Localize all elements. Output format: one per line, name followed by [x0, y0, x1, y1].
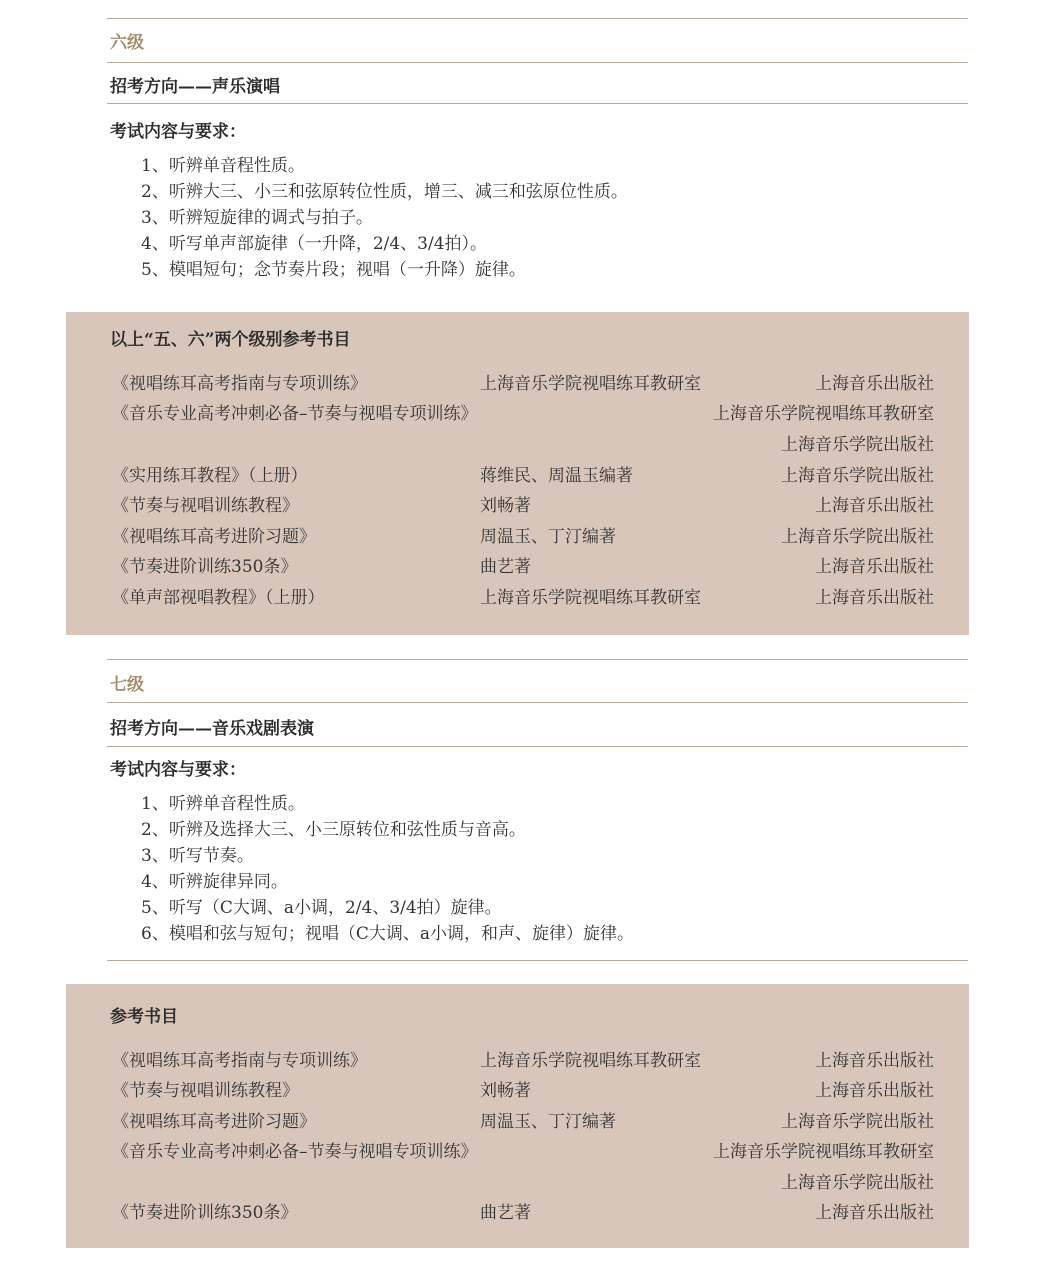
- list-item: 1、听辨单音程性质。: [141, 794, 305, 814]
- book-author: 上海音乐学院视唱练耳教研室: [480, 588, 701, 608]
- divider: [107, 746, 968, 747]
- list-item: 3、听辨短旋律的调式与拍子。: [141, 208, 373, 228]
- book-publisher: 上海音乐学院出版社: [781, 1173, 934, 1193]
- book-publisher: 上海音乐学院视唱练耳教研室: [713, 1142, 934, 1162]
- book-publisher: 上海音乐学院出版社: [781, 527, 934, 547]
- book-publisher: 上海音乐出版社: [815, 496, 934, 516]
- book-author: 蒋维民、周温玉编著: [480, 466, 633, 486]
- book-row: [66, 518, 969, 548]
- book-row: [66, 1133, 969, 1163]
- divider: [107, 960, 968, 961]
- divider: [107, 103, 968, 104]
- book-author: 周温玉、丁汀编著: [480, 527, 616, 547]
- list-item: 2、听辨及选择大三、小三原转位和弦性质与音高。: [141, 820, 526, 840]
- book-author: 刘畅著: [480, 1081, 531, 1101]
- book-author: 曲艺著: [480, 1203, 531, 1223]
- list-item: 4、听辨旋律异同。: [141, 872, 288, 892]
- list-item: 1、听辨单音程性质。: [141, 156, 305, 176]
- divider: [107, 702, 968, 703]
- book-title: 《音乐专业高考冲刺必备–节奏与视唱专项训练》: [112, 404, 478, 424]
- book-title: 《音乐专业高考冲刺必备–节奏与视唱专项训练》: [112, 1142, 478, 1162]
- level7-label: 七级: [110, 675, 144, 695]
- book-row: [66, 426, 969, 456]
- book-publisher: 上海音乐出版社: [815, 588, 934, 608]
- level7-direction: 招考方向——音乐戏剧表演: [110, 719, 314, 739]
- book-row: [66, 579, 969, 609]
- level6-direction: 招考方向——声乐演唱: [110, 77, 280, 97]
- book-publisher: 上海音乐学院出版社: [781, 1112, 934, 1132]
- book-row: [66, 487, 969, 517]
- book-publisher: 上海音乐学院出版社: [781, 466, 934, 486]
- book-row: [66, 548, 969, 578]
- divider: [107, 18, 968, 19]
- book-author: 上海音乐学院视唱练耳教研室: [480, 1051, 701, 1071]
- book-author: 上海音乐学院视唱练耳教研室: [480, 374, 701, 394]
- book-title: 《视唱练耳高考进阶习题》: [112, 527, 316, 547]
- book-title: 《视唱练耳高考进阶习题》: [112, 1112, 316, 1132]
- book-title: 《实用练耳教程》（上册）: [112, 466, 308, 486]
- book-author: 曲艺著: [480, 557, 531, 577]
- level6-section: [107, 0, 968, 310]
- level6-requirements-list: [141, 153, 628, 283]
- divider: [107, 659, 968, 660]
- book-row: [66, 395, 969, 425]
- book-title: 《节奏进阶训练350条》: [112, 557, 298, 577]
- list-item: 5、模唱短句；念节奏片段；视唱（一升降）旋律。: [141, 260, 526, 280]
- book-publisher: 上海音乐出版社: [815, 374, 934, 394]
- book-row: [66, 1042, 969, 1072]
- book-row: [66, 365, 969, 395]
- book-title: 《节奏进阶训练350条》: [112, 1203, 298, 1223]
- book-publisher: 上海音乐出版社: [815, 1081, 934, 1101]
- references-box-7: [66, 984, 969, 1248]
- references-title: 参考书目: [110, 1007, 178, 1027]
- book-publisher: 上海音乐出版社: [815, 1051, 934, 1071]
- book-title: 《单声部视唱教程》（上册）: [112, 588, 325, 608]
- book-row: [66, 457, 969, 487]
- book-row: [66, 1103, 969, 1133]
- book-publisher: 上海音乐出版社: [815, 1203, 934, 1223]
- list-item: 6、模唱和弦与短句；视唱（C大调、a小调，和声、旋律）旋律。: [141, 924, 634, 944]
- list-item: 4、听写单声部旋律（一升降，2/4、3/4拍）。: [141, 234, 488, 254]
- level6-label: 六级: [110, 33, 144, 53]
- book-publisher: 上海音乐学院视唱练耳教研室: [713, 404, 934, 424]
- book-title: 《视唱练耳高考指南与专项训练》: [112, 1051, 367, 1071]
- book-title: 《节奏与视唱训练教程》: [112, 496, 299, 516]
- book-author: 刘畅著: [480, 496, 531, 516]
- book-row: [66, 1164, 969, 1194]
- book-title: 《节奏与视唱训练教程》: [112, 1081, 299, 1101]
- divider: [107, 62, 968, 63]
- book-publisher: 上海音乐出版社: [815, 557, 934, 577]
- book-row: [66, 1194, 969, 1224]
- level7-requirements-list: [141, 791, 634, 947]
- references-box-56: [66, 312, 969, 635]
- level7-section: [107, 640, 968, 970]
- book-publisher: 上海音乐学院出版社: [781, 435, 934, 455]
- level6-requirements-title: 考试内容与要求：: [110, 122, 246, 142]
- level7-requirements-title: 考试内容与要求：: [110, 760, 246, 780]
- book-row: [66, 1072, 969, 1102]
- book-title: 《视唱练耳高考指南与专项训练》: [112, 374, 367, 394]
- list-item: 5、听写（C大调、a小调，2/4、3/4拍）旋律。: [141, 898, 502, 918]
- references-title: 以上“五、六”两个级别参考书目: [110, 330, 351, 350]
- book-author: 周温玉、丁汀编著: [480, 1112, 616, 1132]
- list-item: 3、听写节奏。: [141, 846, 254, 866]
- list-item: 2、听辨大三、小三和弦原转位性质，增三、减三和弦原位性质。: [141, 182, 628, 202]
